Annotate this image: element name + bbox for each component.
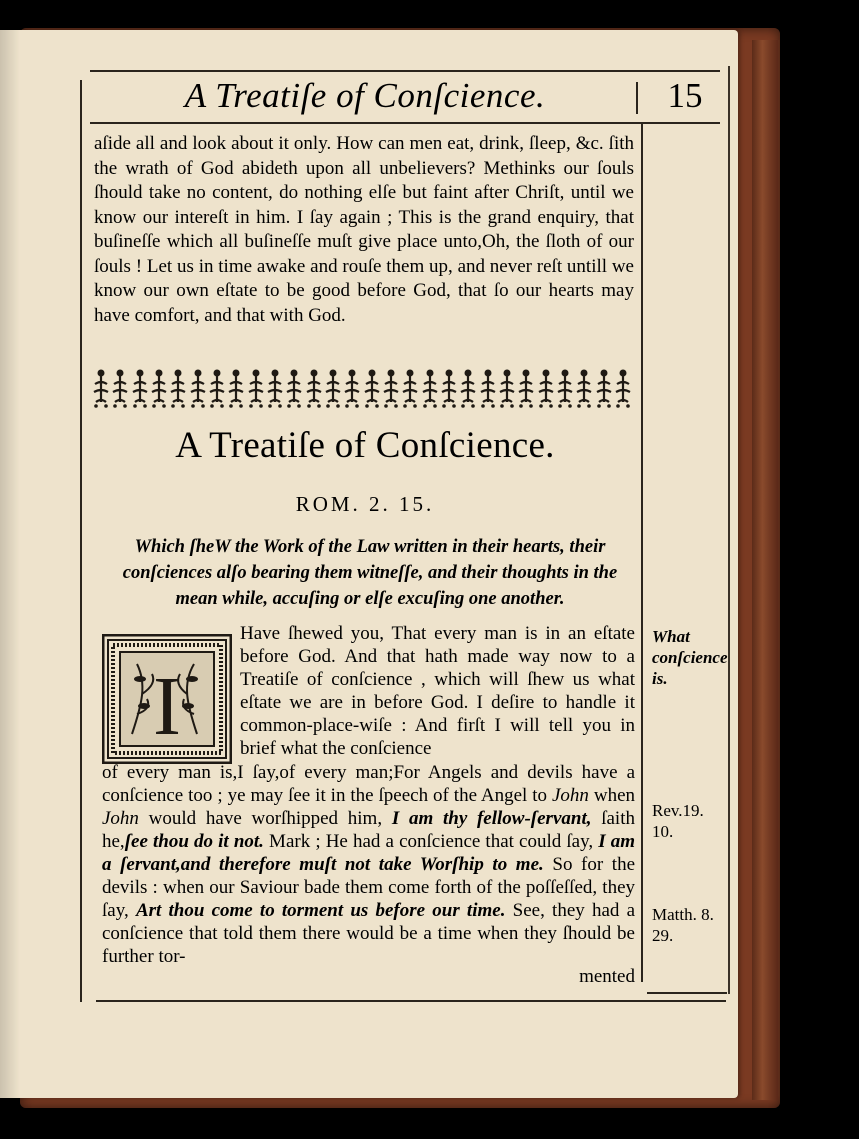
- running-title: A Treatiſe of Conſcience.: [184, 76, 546, 115]
- margin-rule: [728, 66, 730, 994]
- book-spine-edge: [752, 40, 778, 1100]
- fleuron-ornament: [382, 368, 400, 408]
- fleuron-ornament: [169, 368, 187, 408]
- fleuron-ornament: [575, 368, 593, 408]
- fleuron-ornament: [421, 368, 439, 408]
- fleuron-ornament: [266, 368, 284, 408]
- section-title: A Treatiſe of Conſcience.: [175, 425, 555, 466]
- dropcap-letter: I: [153, 660, 181, 753]
- right-frame-rule: [641, 122, 643, 982]
- margin-bottom-rule: [647, 992, 727, 994]
- fleuron-ornament: [111, 368, 129, 408]
- fleuron-ornament: [227, 368, 245, 408]
- name-john: John: [102, 808, 139, 829]
- body-continued: [102, 761, 635, 968]
- top-paragraph: aſide all and look about it only. How can men eat, drink, ſleep, &c. ſith the wrath of God abideth upon all unbelievers? Methinks our ſouls ſhould take no content, do nothing elſe but faint after Chriſt, until we know our intereſt in him. I ſay again ; This is the grand enquiry, that buſineſſe which all buſineſſe muſt give place unto,Oh, the ſloth of our ſouls ! Let us in time awake and rouſe them up, and never reſt untill we know our own eſtate to be good before God, that ſo our hearts may have comfort, and that with God.: [94, 133, 634, 326]
- quote-angel-2: ſee thou do it not.: [124, 831, 264, 852]
- quote-angel: I am thy fellow-ſervant,: [391, 808, 592, 829]
- body-text: Mark ; He had a conſcience that could ſay,: [269, 831, 594, 852]
- top-rule: [90, 70, 720, 72]
- bottom-rule: [96, 1000, 726, 1002]
- margin-note-matth: Matth. 8. 29.: [652, 905, 714, 945]
- fleuron-ornament: [208, 368, 226, 408]
- fleuron-ornament: [517, 368, 535, 408]
- margin-note-what-conscience: What conſcience is.: [652, 627, 728, 688]
- fleuron-ornament: [343, 368, 361, 408]
- header-separator: [636, 82, 638, 114]
- page-gutter-shadow: [0, 30, 20, 1098]
- fleuron-ornament: [479, 368, 497, 408]
- fleuron-ornament: [498, 368, 516, 408]
- fleuron-ornament: [614, 368, 632, 408]
- fleuron-ornament: [459, 368, 477, 408]
- left-frame-rule: [80, 80, 82, 1002]
- scripture-reference: ROM. 2. 15.: [295, 492, 435, 516]
- fleuron-ornament: [595, 368, 613, 408]
- catchword: mented: [579, 966, 635, 987]
- fleuron-ornament: [556, 368, 574, 408]
- fleuron-ornament: [363, 368, 381, 408]
- fleuron-ornament: [401, 368, 419, 408]
- quote-devils: Art thou come to torment us before our time.: [135, 900, 506, 921]
- body-text: ſaith he,: [102, 808, 635, 852]
- fleuron-ornament: [285, 368, 303, 408]
- fleuron-ornament: [324, 368, 342, 408]
- ornament-band: [92, 366, 632, 408]
- body-text: See, they had a conſcience that told them there would be a time when they ſhould be further tor-: [102, 900, 636, 967]
- fleuron-ornament: [537, 368, 555, 408]
- body-text: when: [593, 785, 636, 806]
- fleuron-ornament: [247, 368, 265, 408]
- fleuron-ornament: [305, 368, 323, 408]
- header-rule: [90, 122, 720, 124]
- fleuron-ornament: [131, 368, 149, 408]
- name-john: John: [551, 785, 589, 806]
- page-number: 15: [667, 76, 703, 115]
- fleuron-ornament: [150, 368, 168, 408]
- body-text: would have worſhipped him,: [148, 808, 383, 829]
- scripture-text: Which ſheW the Work of the Law written in their hearts, their conſciences alſo bearing them witneſſe, and their thoughts in the mean while, accuſing or elſe excuſing one another.: [122, 537, 618, 609]
- decorated-initial: [102, 634, 232, 764]
- fleuron-ornament: [189, 368, 207, 408]
- body-text: So for the devils : when our Saviour bade them come forth of the poſſeſſed, they ſay,: [102, 854, 636, 921]
- margin-note-rev: Rev.19. 10.: [652, 801, 704, 841]
- fleuron-ornament: [440, 368, 458, 408]
- body-text: of every man is,I ſay,of every man;For Angels and devils have a conſcience too ; ye may ſee it in the ſpeech of the Angel to: [102, 762, 635, 806]
- quote-angel-3: I am a ſervant,and therefore muſt not take Worſhip to me.: [102, 831, 636, 875]
- body-first-lines: Have ſhewed you, That every man is in an eſtate before God. And that hath made way now to a Treatiſe of conſcience , which will ſhew us what eſtate we are in before God. I deſire to handle it common-place-wiſe : And firſt I will tell you in brief what the conſcience: [240, 623, 635, 759]
- fleuron-ornament: [92, 368, 110, 408]
